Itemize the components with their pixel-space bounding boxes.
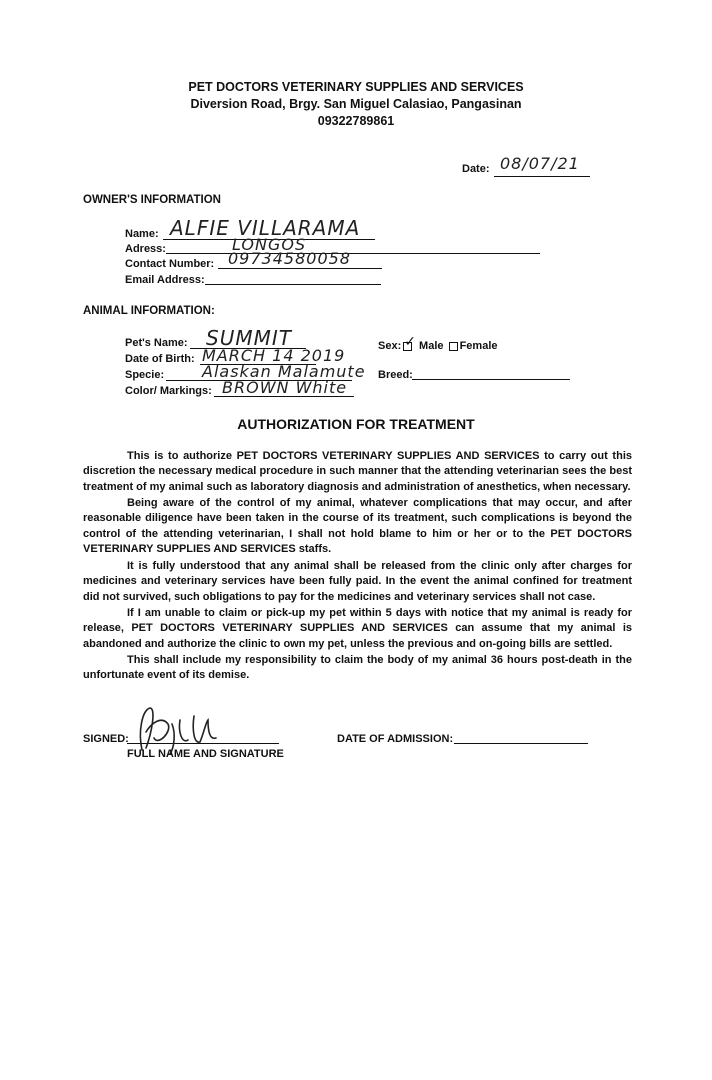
date-line [494, 176, 590, 177]
authorization-title: AUTHORIZATION FOR TREATMENT [237, 416, 475, 432]
specie-label: Specie: [125, 369, 165, 381]
pet-name-label: Pet's Name: [125, 337, 188, 349]
business-address: Diversion Road, Brgy. San Miguel Calasiao, Pangasinan [190, 97, 522, 111]
owner-contact-label: Contact Number: [125, 258, 215, 270]
specie-value: Alaskan Malamute [202, 362, 366, 381]
male-check-icon: ✓ [404, 334, 416, 350]
dob-label: Date of Birth: [125, 353, 195, 365]
authorization-paragraph-1: This is to authorize PET DOCTORS VETERINARY SUPPLIES AND SERVICES to carry out this discretion the necessary medical procedure in such manner that the attending veterinarian sees the best treatment of my animal such as laboratory diagnosis and administration of anesthetics, when necessary. [83, 450, 632, 493]
sex-label: Sex: [378, 340, 402, 352]
sex-female-label: Female [459, 340, 498, 352]
authorization-paragraph-5: This shall include my responsibility to claim the body of my animal 36 hours post-death in the unfortunate event of its demise. [83, 654, 632, 682]
authorization-paragraph-3: It is fully understood that any animal shall be released from the clinic only after charges for medicines and veterinary services have been fully paid. In the event the animal confined for treatment did not survived, such obligations to pay for the medicines and veterinary services shall not case. [83, 560, 632, 603]
pet-name-value: SUMMIT [206, 326, 292, 350]
owner-contact-line [218, 268, 382, 269]
owner-contact-value: 09734580058 [228, 249, 351, 268]
owner-address-line [166, 253, 540, 254]
female-checkbox[interactable] [449, 342, 458, 351]
signature-caption: FULL NAME AND SIGNATURE [127, 748, 284, 760]
dob-value: MARCH 14 2019 [202, 346, 346, 365]
color-label: Color/ Markings: [125, 385, 212, 397]
sex-male-label: Male [419, 340, 444, 352]
breed-line [412, 379, 570, 380]
authorization-paragraph-4: If I am unable to claim or pick-up my pet within 5 days with notice that my animal is ready for release, PET DOCTORS VETERINARY SUPPLIES AND SERVICES can assume that my animal is abandoned and authorize the clinic to own my pet, unless the previous and on-going bills are settled. [83, 607, 632, 650]
authorization-paragraph-2: Being aware of the control of my animal, whatever complications that may occur, and after reasonable diligence have been taken in the course of its treatment, such complications is beyond the control of the attending veterinarian, I shall not hold blame to him or her or to the PET DOCTORS VETERINARY SUPPLIES AND SERVICES staffs. [83, 497, 632, 556]
owner-section-title: OWNER'S INFORMATION [83, 194, 221, 206]
signed-label: SIGNED: [83, 733, 129, 745]
animal-section-title: ANIMAL INFORMATION: [83, 305, 215, 317]
business-phone: 09322789861 [317, 114, 395, 128]
date-value: 08/07/21 [500, 154, 580, 173]
owner-name-label: Name: [125, 228, 159, 240]
admission-label: DATE OF ADMISSION: [337, 733, 454, 745]
owner-address-value: LONGOS [232, 235, 307, 254]
owner-name-value: ALFIE VILLARAMA [170, 216, 361, 240]
owner-address-label: Adress: [125, 243, 166, 255]
date-label: Date: [462, 163, 490, 175]
owner-email-line [205, 284, 381, 285]
color-value: BROWN White [222, 378, 348, 397]
sex-field [378, 334, 498, 353]
admission-line [454, 743, 588, 744]
owner-email-label: Email Address: [125, 274, 205, 286]
breed-label: Breed: [378, 369, 413, 381]
business-name: PET DOCTORS VETERINARY SUPPLIES AND SERVICES [188, 80, 524, 94]
